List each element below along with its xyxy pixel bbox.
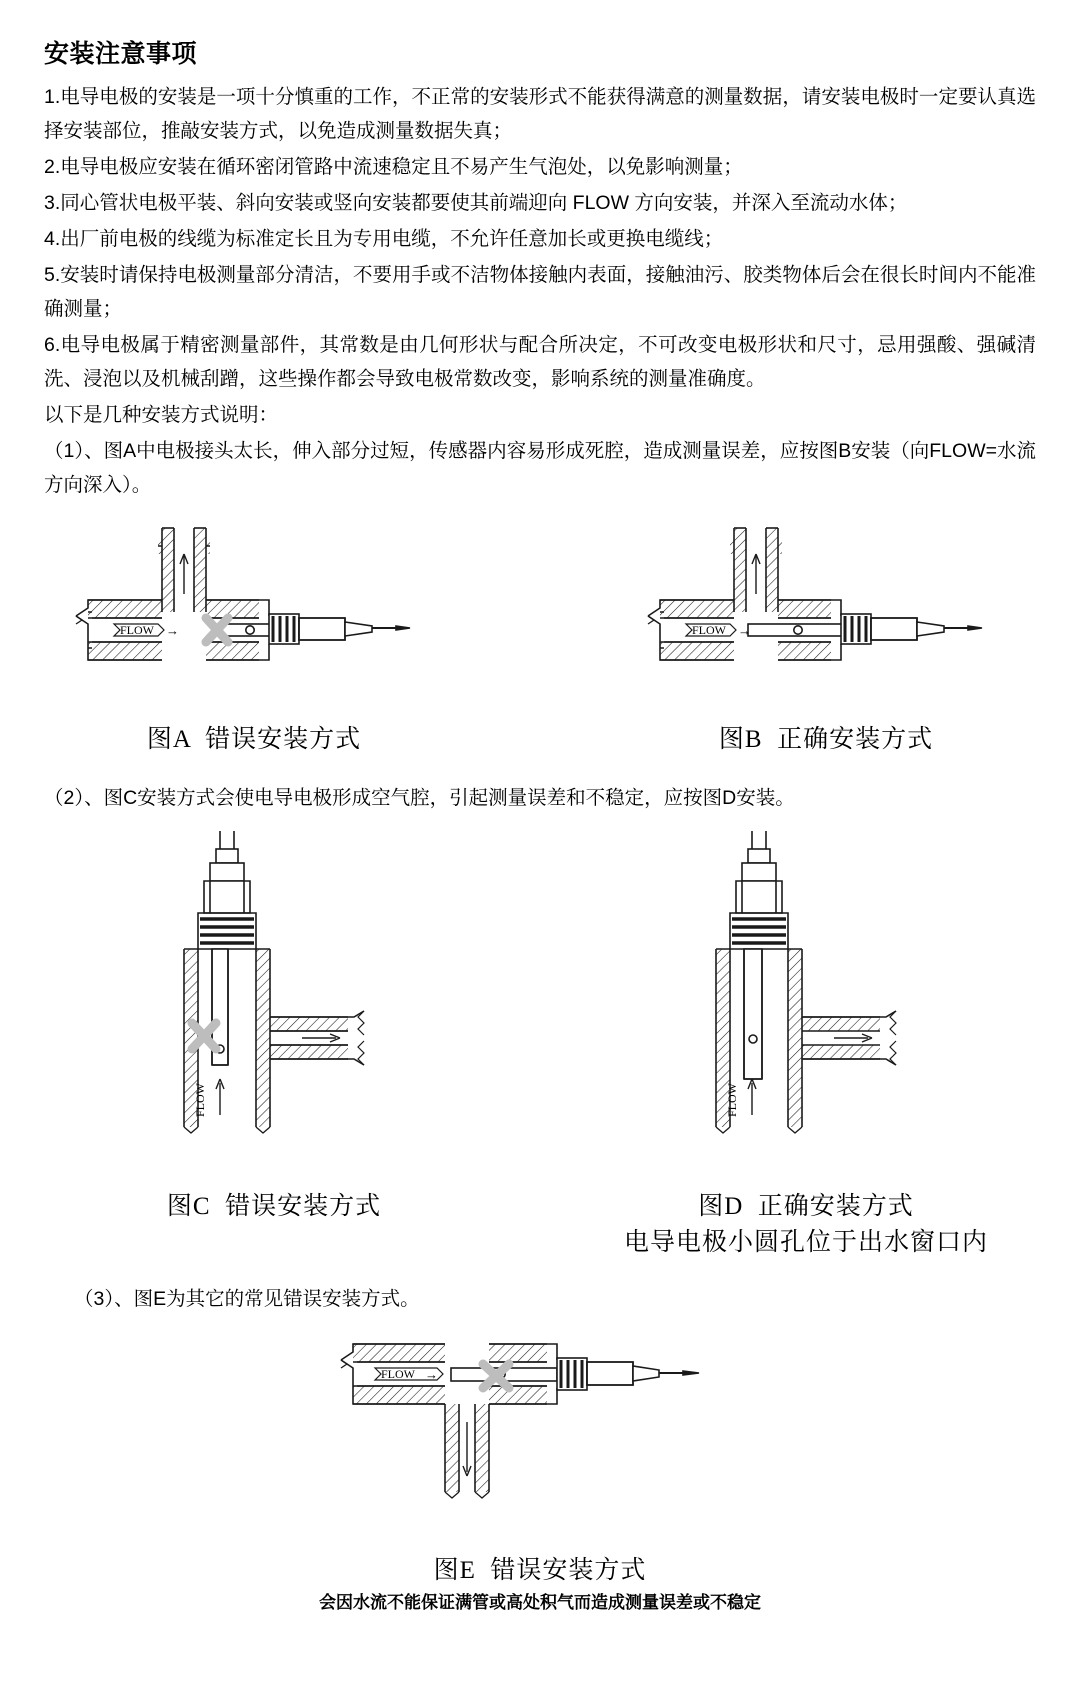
figure-c-caption: 图C 错误安装方式 — [166, 1193, 382, 1220]
figure-d-caption: 图D 正确安装方式 — [698, 1193, 914, 1220]
paragraph-4: 4.出厂前电极的线缆为标准定长且为专用电缆，不允许任意加长或更换电缆线； — [44, 228, 724, 250]
figure-e-subcaption: 会因水流不能保证满管或高处积气而造成测量误差或不稳定 — [319, 1593, 761, 1612]
svg-text:FLOW: FLOW — [120, 623, 154, 637]
svg-text:→: → — [738, 623, 751, 638]
paragraph-2: 2.电导电极应安装在循环密闭管路中流速稳定且不易产生气泡处，以免影响测量； — [44, 156, 743, 178]
svg-text:FLOW: FLOW — [725, 1083, 739, 1117]
paragraph-item-3: （3）、图E为其它的常见错误安装方式。 — [74, 1288, 420, 1310]
paragraph-1: 1.电导电极的安装是一项十分慎重的工作，不正常的安装形式不能获得满意的测量数据，请安装电极时一定要认真选择安装部位，推敲安装方式，以免造成测量数据失真； — [44, 86, 1036, 142]
paragraph-intro: 以下是几种安装方式说明： — [44, 404, 279, 426]
svg-text:FLOW: FLOW — [381, 1367, 415, 1381]
figure-c — [44, 827, 504, 1222]
page-title: 安装注意事项 — [44, 40, 198, 68]
svg-text:FLOW: FLOW — [692, 623, 726, 637]
svg-text:→: → — [425, 1367, 438, 1382]
svg-text:FLOW: FLOW — [193, 1083, 207, 1117]
figure-a-caption: 图A 错误安装方式 — [146, 726, 362, 753]
figure-c-drawing — [64, 827, 484, 1177]
paragraph-item-1: （1）、图A中电极接头太长，伸入部分过短，传感器内容易形成死腔，造成测量误差，应按图B安装（向FLOW=水流方向深入）。 — [44, 440, 1036, 496]
figure-b — [616, 520, 1036, 755]
figure-b-drawing — [626, 520, 1026, 710]
paragraph-5: 5.安装时请保持电极测量部分清洁，不要用手或不洁物体接触内表面，接触油污、胶类物体后会在很长时间内不能准确测量； — [44, 264, 1036, 320]
figure-d-drawing — [596, 827, 1016, 1177]
svg-text:→: → — [166, 623, 179, 638]
paragraph-6: 6.电导电极属于精密测量部件，其常数是由几何形状与配合所决定，不可改变电极形状和尺寸，忌用强酸、强碱清洗、浸泡以及机械刮蹭，这些操作都会导致电极常数改变，影响系统的测量准确度。 — [44, 334, 1036, 390]
figure-a-drawing — [54, 520, 454, 710]
figure-e — [44, 1326, 1036, 1613]
figure-e-drawing — [325, 1326, 755, 1541]
figure-row-cd — [44, 827, 1036, 1258]
paragraph-3: 3.同心管状电极平装、斜向安装或竖向安装都要使其前端迎向 FLOW 方向安装，并深入至流动水体； — [44, 192, 908, 214]
figure-a — [44, 520, 464, 755]
figure-d — [576, 827, 1036, 1258]
figure-e-caption: 图E 错误安装方式 — [433, 1557, 647, 1584]
figure-row-ab — [44, 520, 1036, 755]
figure-d-subcaption: 电导电极小圆孔位于出水窗口内 — [623, 1229, 988, 1256]
figure-b-caption: 图B 正确安装方式 — [718, 726, 934, 753]
paragraph-item-2: （2）、图C安装方式会使电导电极形成空气腔，引起测量误差和不稳定，应按图D安装。 — [44, 787, 795, 809]
